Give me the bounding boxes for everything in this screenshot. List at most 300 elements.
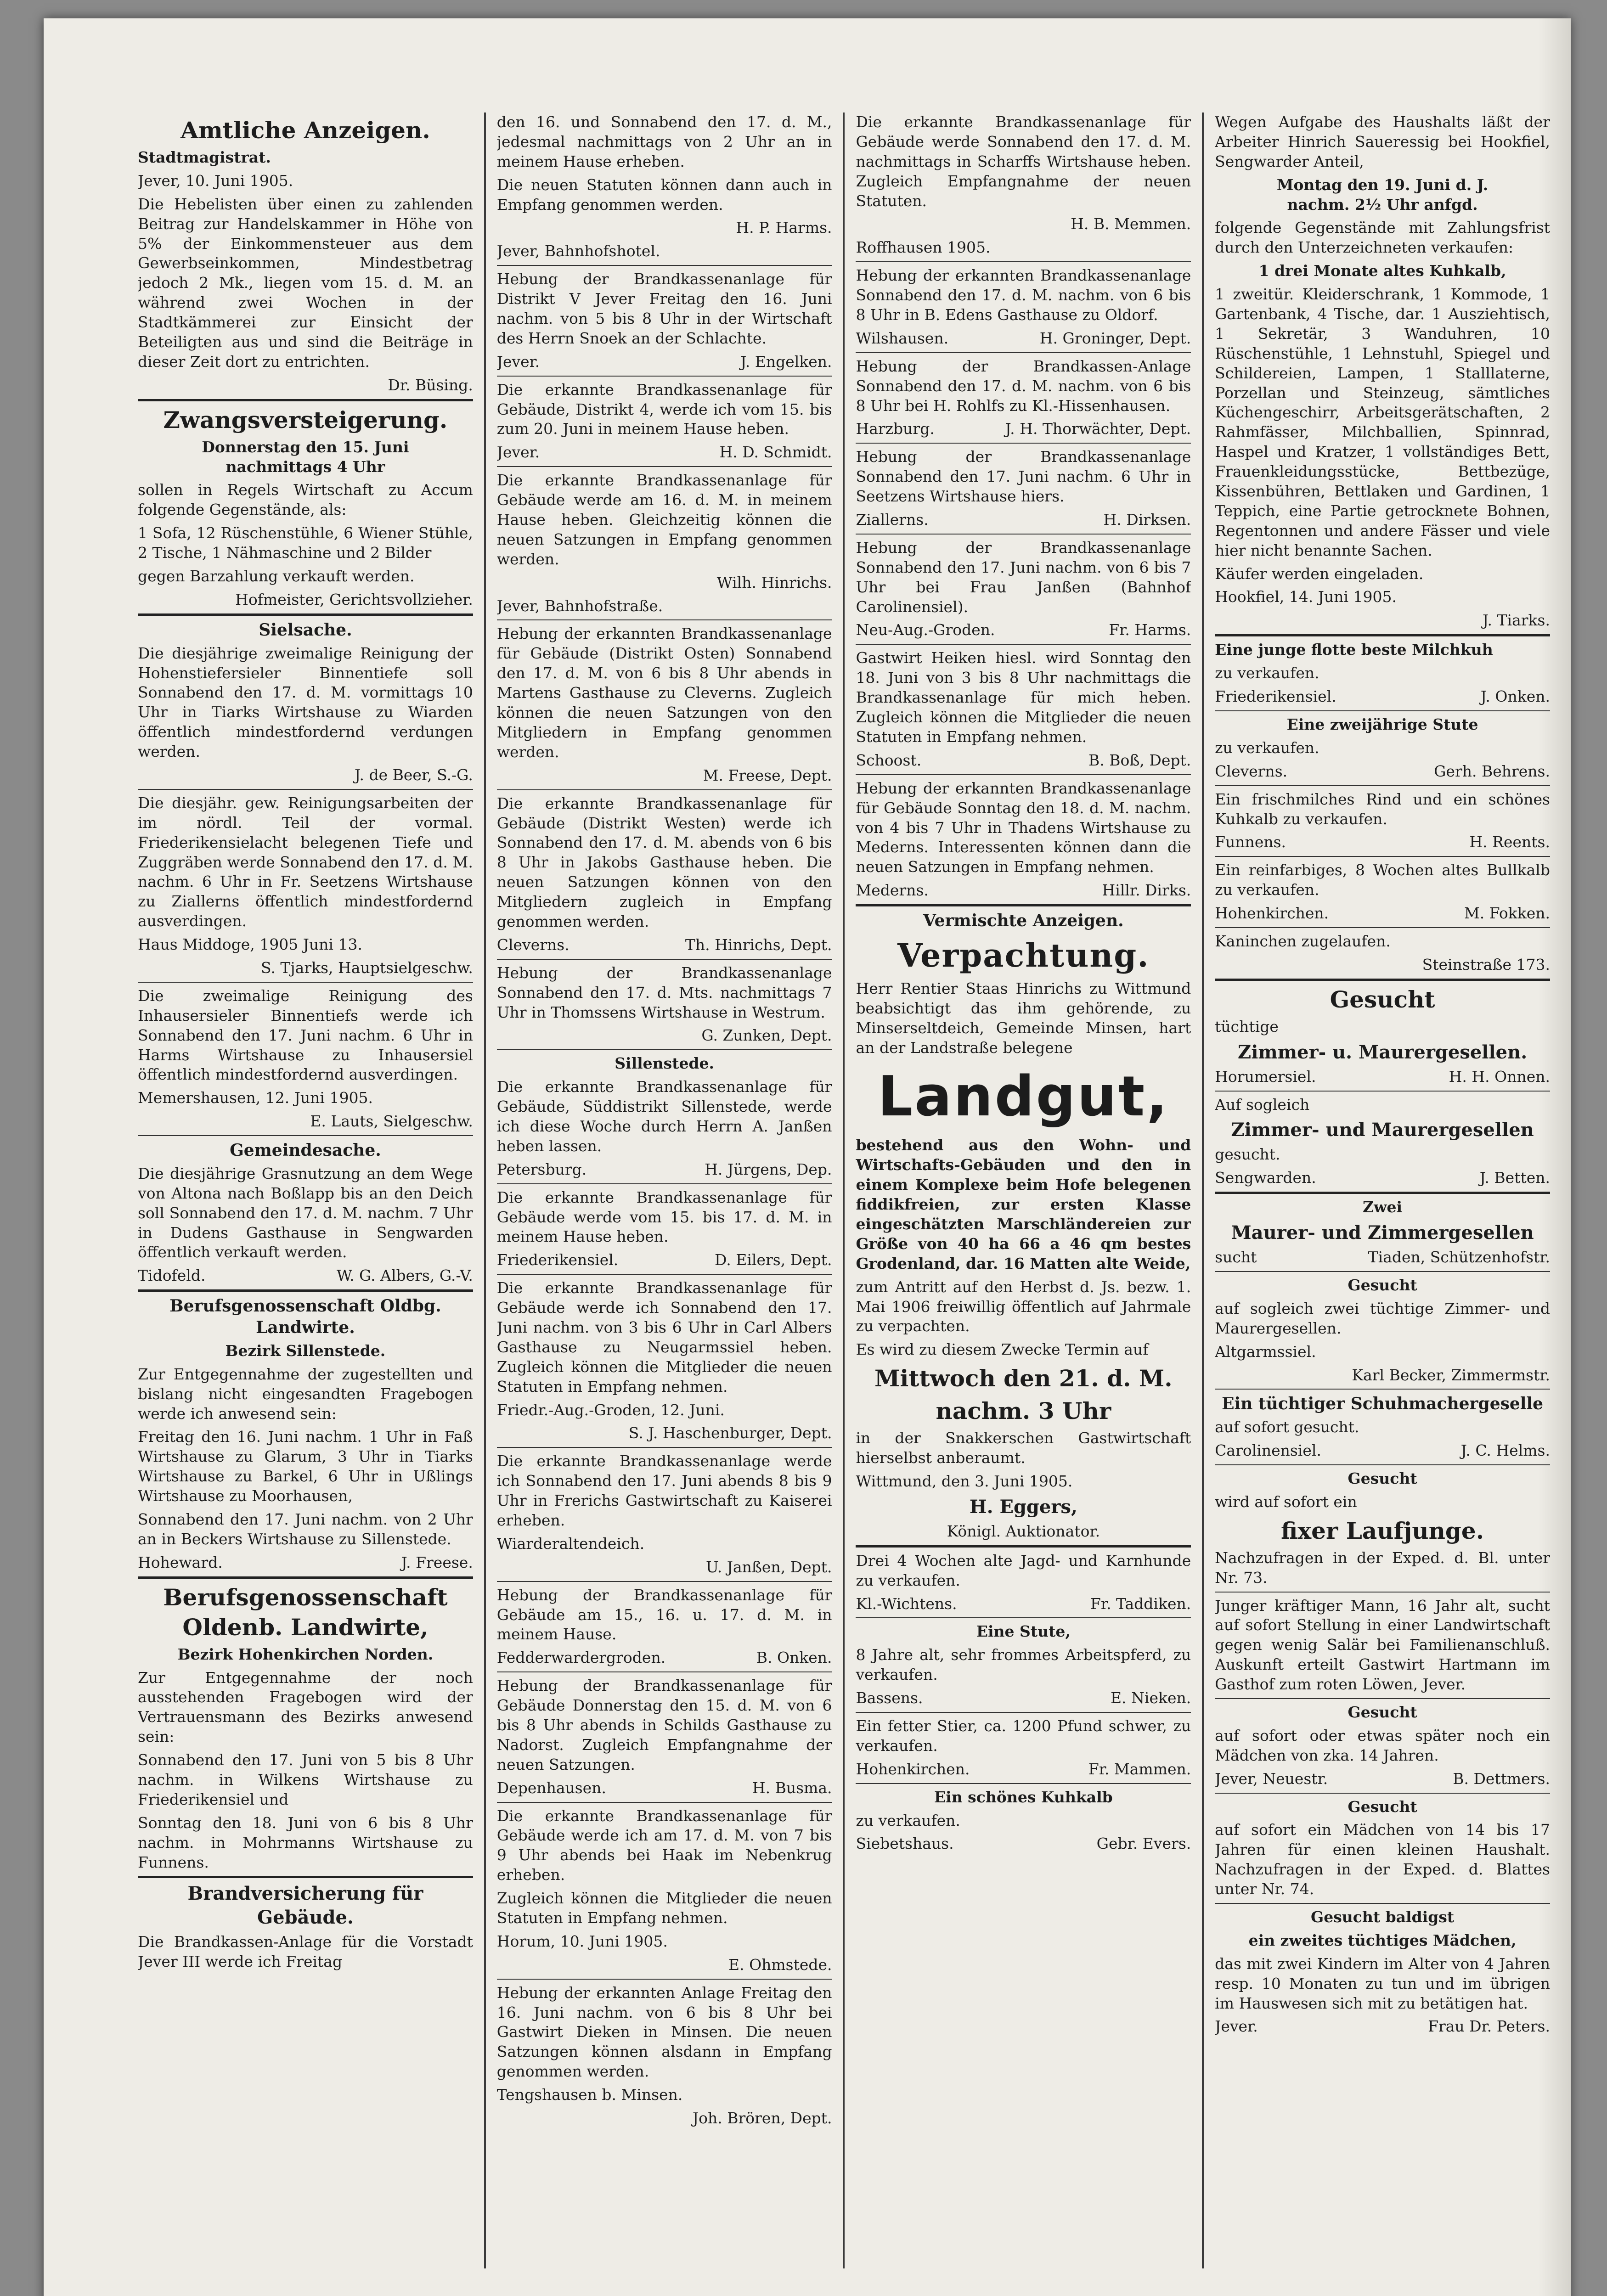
- ad-text: [1215, 1017, 1550, 1037]
- ad-text: [856, 979, 1191, 1058]
- ad-signature-row: [856, 1594, 1191, 1614]
- ad-paragraph: Zur Entgegennahme der zugestellten und bislang nicht eingesandten Fragebogen werde ich anwesend sein:: [138, 1365, 473, 1423]
- ad-paragraph: Kaninchen zugelaufen.: [1215, 932, 1391, 950]
- ad-paragraph: 1 Sofa, 12 Rüschenstühle, 6 Wiener Stühle, 2 Tische, 1 Nähmaschine und 2 Bilder: [138, 524, 473, 562]
- ad-line: Montag den 19. Juni d. J.: [1276, 175, 1489, 194]
- ad-emphasis: [1215, 1703, 1550, 1722]
- ad-paragraph: Gastwirt Heiken hiesl. wird Sonntag den 18. Juni von 3 bis 8 Uhr nachmittags die Brandkassenanlage für mich heben. Zugleich können die Mitglieder die neuen Statuten in Empfang nehmen.: [856, 649, 1191, 746]
- ad-text: [856, 266, 1191, 325]
- ad-paragraph: Jever, 10. Juni 1905.: [138, 171, 293, 190]
- ad-text: [497, 380, 832, 439]
- ad-signature: H. Jürgens, Dep.: [705, 1160, 832, 1178]
- ad-signature: J. C. Helms.: [1460, 1441, 1550, 1460]
- ad-headline: Zimmer- u. Maurergesellen.: [1238, 1041, 1528, 1063]
- ad-emphasis: [1215, 261, 1550, 281]
- ad-paragraph: zu verkaufen.: [856, 1811, 960, 1829]
- ad-paragraph: zu verkaufen.: [1215, 738, 1319, 757]
- ad-emphasis: [856, 1522, 1191, 1542]
- ad-paragraph: Die erkannte Brandkassenanlage für Gebäude werde ich Sonnabend den 17. Juni nachm. von 3 bis 6 Uhr in Carl Albers Gasthause zu Neugarmssiel heben. Zugleich können die Mitglieder die neuen Statuten in Empfang nehmen.: [496, 1279, 832, 1396]
- ad-headline: Vermischte Anzeigen.: [923, 911, 1124, 931]
- ad-signature: J. Engelken.: [740, 352, 832, 371]
- ad-signature: E. Ohmstede.: [728, 1955, 832, 1974]
- ad-headline: Gemeindesache.: [230, 1141, 381, 1160]
- ad-signature-row: [497, 1250, 832, 1270]
- ad-paragraph: Die Brandkassen-Anlage für die Vorstadt Jever III werde ich Freitag: [138, 1933, 473, 1971]
- ad-headline: fixer Laufjunge.: [1281, 1517, 1484, 1544]
- ad-line: bestehend aus den Wohn- und Wirtschafts-Gebäuden und den in einem Komplexe beim Hofe belegenen fiddikfreien, zur ersten Klasse eingeschätzten Marschländereien zur Größe von 40 ha 66 a 46 qm bestes Grodenland, dar. 16 Matten alte Weide,: [856, 1136, 1191, 1272]
- ad-place: Cleverns.: [1215, 762, 1288, 780]
- ad-signature: Hofmeister, Gerichtsvollzieher.: [235, 590, 473, 608]
- ad-line: Eine junge flotte beste Milchkuh: [1215, 641, 1493, 659]
- ad-emphasis: [1215, 715, 1550, 735]
- column-4: [1215, 113, 1550, 2268]
- ad-signature: Fr. Mammen.: [1088, 1760, 1191, 1778]
- ad-headline: Brandversicherung für Gebäude.: [187, 1883, 423, 1929]
- ad-text: [856, 1340, 1191, 1360]
- ad-paragraph: Hebung der erkannten Anlage Freitag den 16. Juni nachm. von 6 bis 8 Uhr bei Gastwirt Dieken in Minsen. Die neuen Satzungen können alsdann in Empfang genommen werden.: [496, 1983, 832, 2081]
- ad-text: [497, 1889, 832, 1928]
- ad-headline: nachm. 3 Uhr: [936, 1397, 1111, 1425]
- ad-signature-row: [497, 352, 832, 372]
- ad-paragraph: Käufer werden eingeladen.: [1215, 564, 1424, 583]
- ad-signature: Th. Hinrichs, Dept.: [685, 935, 832, 954]
- ad-place: Cleverns.: [496, 935, 569, 954]
- ad-divider: [1215, 785, 1550, 786]
- ad-divider: [497, 1671, 832, 1672]
- ad-divider: [1215, 1903, 1550, 1904]
- ad-signature: E. Nieken.: [1110, 1689, 1191, 1707]
- ad-signature-row: [1215, 904, 1550, 923]
- ad-text: [497, 1278, 832, 1396]
- ad-place: Hohenkirchen.: [1215, 904, 1329, 923]
- ad-signature: G. Zunken, Dept.: [701, 1026, 832, 1045]
- ad-paragraph: Die erkannte Brandkassenanlage für Gebäude werde am 16. d. M. in meinem Hause heben. Gleichzeitig können die neuen Satzungen in Empfang genommen werden.: [496, 471, 832, 568]
- ad-paragraph: Hebung der erkannten Brandkassenanlage für Gebäude (Distrikt Osten) Sonnabend den 17. d. M. von 6 bis 8 Uhr abends in Martens Gasthause zu Cleverns. Zugleich können die neuen Satzungen von den Mitgliedern in Empfang genommen werden.: [496, 625, 832, 761]
- ad-place: Hohenkirchen.: [856, 1760, 970, 1778]
- ad-text: [497, 1077, 832, 1156]
- column-rule: [484, 113, 486, 2268]
- ad-emphasis: [1215, 1469, 1550, 1489]
- ad-divider: [856, 261, 1191, 262]
- ad-divider: [856, 352, 1191, 353]
- ad-place: sucht: [1215, 1248, 1257, 1266]
- ad-divider: [138, 399, 473, 401]
- ad-signature: S. J. Haschenburger, Dept.: [628, 1424, 832, 1442]
- column-rule: [843, 113, 845, 2268]
- ad-divider: [1215, 1793, 1550, 1794]
- ad-emphasis: [1215, 1797, 1550, 1817]
- ad-headline: Gesucht: [1330, 985, 1435, 1013]
- ad-signature-row: [138, 1553, 473, 1573]
- ad-signature: H. P. Harms.: [736, 219, 832, 237]
- ad-signature-row: [1215, 1248, 1550, 1267]
- ad-divider: [856, 904, 1191, 906]
- ad-place: Tidofeld.: [138, 1266, 206, 1285]
- column-rule: [1202, 113, 1204, 2268]
- ad-text: [1215, 1145, 1550, 1165]
- ad-paragraph: Jever, Bahnhofstraße.: [496, 597, 663, 615]
- ad-text: [1215, 861, 1550, 900]
- ad-paragraph: Zugleich können die Mitglieder die neuen Statuten in Empfang nehmen.: [496, 1889, 832, 1927]
- ad-paragraph: gegen Barzahlung verkauft werden.: [138, 567, 415, 585]
- ad-signature-row: [856, 1688, 1191, 1708]
- ad-signature-row: [856, 419, 1191, 439]
- ad-signature-row: [497, 443, 832, 462]
- ad-text: [138, 986, 473, 1085]
- ad-emphasis: [1215, 640, 1550, 660]
- ad-signature-row: [497, 1648, 832, 1668]
- ad-paragraph: Wegen Aufgabe des Haushalts läßt der Arbeiter Hinrich Saueressig bei Hookfiel, Sengwarder Anteil,: [1215, 113, 1550, 170]
- ad-divider: [1215, 1592, 1550, 1593]
- ad-signature: H. Groninger, Dept.: [1039, 329, 1191, 347]
- ad-paragraph: Die Hebelisten über einen zu zahlenden Beitrag zur Handelskammer in Höhe von 5% der Einkommensteuer aus dem Gewerbseinkommen, Mindestbetrag jedoch 2 Mk., liegen vom 15. d. M. an während zwei Wochen in der Stadtkämmerei zur Einsicht der Beteiligten aus und sind die Beiträge in dieser Zeit dort zu entrichten.: [138, 195, 473, 371]
- ad-text: [856, 113, 1191, 211]
- ad-signature: Steinstraße 173.: [1422, 955, 1550, 974]
- ad-headline: Berufsgenossenschaft Oldbg. Landwirte.: [169, 1296, 441, 1338]
- ad-text: [497, 1401, 832, 1420]
- ad-signature-row: [1215, 762, 1550, 782]
- ad-divider: [1215, 1698, 1550, 1699]
- ad-text: [497, 1452, 832, 1531]
- newspaper-page: [138, 113, 1550, 2268]
- ad-paragraph: den 16. und Sonnabend den 17. d. M., jedesmal nachmittags von 2 Uhr an in meinem Hause erheben.: [496, 113, 832, 170]
- ad-text: [138, 1510, 473, 1549]
- ad-signature-row: [856, 1760, 1191, 1779]
- ad-signature-row: [856, 329, 1191, 349]
- ad-text: [497, 1188, 832, 1247]
- ad-text: [1215, 1954, 1550, 2014]
- ad-signature: B. Onken.: [756, 1649, 832, 1667]
- ad-paragraph: Tengshausen b. Minsen.: [496, 2086, 683, 2104]
- ad-paragraph: sollen in Regels Wirtschaft zu Accum folgende Gegenstände, als:: [138, 481, 473, 519]
- ad-paragraph: Freitag den 16. Juni nachm. 1 Uhr in Faß Wirtshause zu Glarum, 3 Uhr in Tiarks Wirtshause zu Barkel, 6 Uhr in Ußlings Wirtshause zu Moorhausen,: [138, 1428, 473, 1505]
- ad-headline: Maurer- und Zimmergesellen: [1231, 1222, 1534, 1244]
- ad-divider: [497, 265, 832, 266]
- ad-text: [856, 1429, 1191, 1468]
- ad-text: [497, 1586, 832, 1645]
- ad-text: [1215, 1418, 1550, 1437]
- ad-paragraph: Wittmund, den 3. Juni 1905.: [856, 1472, 1073, 1490]
- ad-divider: [856, 1712, 1191, 1713]
- ad-text: [856, 538, 1191, 617]
- ad-line: nachmittags 4 Uhr: [226, 457, 385, 476]
- ad-signature: B. Dettmers.: [1453, 1769, 1550, 1788]
- ad-line: Bezirk Hohenkirchen Norden.: [177, 1645, 434, 1663]
- ad-headline: Mittwoch den 21. d. M.: [874, 1365, 1173, 1392]
- ad-text: [1215, 1492, 1550, 1512]
- ad-paragraph: Hebung der Brandkassenanlage für Gebäude Donnerstag den 15. d. M. von 6 bis 8 Uhr abends in Schilds Gasthause zu Nadorst. Zugleich Empfangnahme der neuen Satzungen.: [496, 1677, 832, 1773]
- ad-signature: E. Lauts, Sielgeschw.: [310, 1112, 473, 1131]
- ad-text: [1215, 1596, 1550, 1694]
- ad-paragraph: auf sofort gesucht.: [1215, 1418, 1359, 1436]
- ad-paragraph: Junger kräftiger Mann, 16 Jahr alt, sucht auf sofort Stellung in einer Landwirtschaft gegen wenig Salär bei Familienanschluß. Auskunft erteilt Gastwirt Hartmann im Gasthof zum roten Löwen, Jever.: [1215, 1596, 1550, 1694]
- ad-divider: [497, 1447, 832, 1448]
- ad-text: [138, 567, 473, 586]
- ad-text: [856, 1472, 1191, 1491]
- ad-paragraph: Hebung der Brandkassenanlage für Gebäude am 15., 16. u. 17. d. M. in meinem Hause.: [496, 1586, 832, 1643]
- ad-signature-row: [497, 1160, 832, 1180]
- ad-signature: H. Dirksen.: [1103, 511, 1191, 529]
- ad-paragraph: folgende Gegenstände mit Zahlungsfrist durch den Unterzeichneten verkaufen:: [1215, 219, 1550, 257]
- ad-emphasis: [138, 438, 473, 477]
- ad-paragraph: Die erkannte Brandkassenanlage werde ich Sonnabend den 17. Juni abends 8 bis 9 Uhr in Frerichs Gastwirtschaft zu Kaiserei erheben.: [496, 1452, 832, 1529]
- ad-signature-row: [1215, 833, 1550, 852]
- ad-paragraph: Wiarderaltendeich.: [496, 1534, 645, 1553]
- ad-place: Jever, Neuestr.: [1215, 1769, 1328, 1788]
- ad-place: Fedderwardergroden.: [496, 1649, 666, 1667]
- ad-emphasis: [138, 148, 473, 168]
- ad-signature-row: [497, 1778, 832, 1798]
- ad-line: Gesucht baldigst: [1311, 1908, 1455, 1926]
- ad-divider: [1215, 1091, 1550, 1092]
- ad-divider: [1215, 1271, 1550, 1272]
- ad-signature-row: [856, 881, 1191, 900]
- ad-signature: S. Tjarks, Hauptsielgeschw.: [261, 958, 473, 977]
- ad-text: [1215, 285, 1550, 560]
- ad-divider: [497, 1802, 832, 1803]
- ad-paragraph: Hebung der Brandkassenanlage für Distrikt V Jever Freitag den 16. Juni nachm. von 5 bis 8 Uhr in der Wirtschaft des Herrn Snoek an der Schlachte.: [496, 270, 832, 347]
- ad-headline: Landgut,: [877, 1065, 1169, 1129]
- ad-divider: [138, 1289, 473, 1292]
- ad-paragraph: wird auf sofort ein: [1215, 1492, 1357, 1511]
- ad-signature: W. G. Albers, G.-V.: [336, 1266, 473, 1285]
- ad-paragraph: Die erkannte Brandkassenanlage für Gebäude, Süddistrikt Sillenstede, werde ich diese Woche durch Herrn A. Janßen heben lassen.: [496, 1078, 832, 1155]
- ad-signature-row: [1215, 1067, 1550, 1087]
- ad-text: [497, 113, 832, 172]
- ad-paragraph: auf sofort ein Mädchen von 14 bis 17 Jahren für einen kleinen Haushalt. Nachzufragen in der Exped. d. Blattes unter Nr. 74.: [1215, 1821, 1550, 1898]
- ad-paragraph: Hebung der Brandkassenanlage Sonnabend den 17. Juni nachm. 6 Uhr in Seetzens Wirtshause hiers.: [856, 448, 1191, 506]
- ad-text: [856, 648, 1191, 747]
- ad-signature: Hillr. Dirks.: [1102, 881, 1191, 900]
- ad-signature: Frau Dr. Peters.: [1428, 2017, 1550, 2036]
- ad-divider: [1215, 710, 1550, 711]
- ad-text: [497, 270, 832, 349]
- ad-paragraph: Die erkannte Brandkassenanlage für Gebäude werde Sonnabend den 17. d. M. nachmittags in Scharffs Wirtshause heben. Zugleich Empfangnahme der neuen Statuten.: [856, 113, 1191, 210]
- ad-divider: [497, 1049, 832, 1050]
- ad-divider: [138, 613, 473, 616]
- ad-signature: Fr. Harms.: [1109, 621, 1191, 639]
- ad-paragraph: Die diesjähr. gew. Reinigungsarbeiten der im nördl. Teil der vormal. Friederikensielacht belegenen Tiefe und Zuggräben werde Sonnabend den 17. d. M. nachm. 6 Uhr in Fr. Seetzens Wirtshause zu Ziallerns öffentlich mindestfordernd ausverdingen.: [138, 793, 473, 930]
- ad-paragraph: Ein frischmilches Rind und ein schönes Kuhkalb zu verkaufen.: [1215, 790, 1550, 828]
- ad-line: Gesucht: [1348, 1469, 1417, 1487]
- ad-divider: [1215, 856, 1550, 857]
- ad-place: Ziallerns.: [856, 511, 929, 529]
- ad-signature: Dr. Büsing.: [388, 376, 473, 394]
- ad-signature: J. Tiarks.: [1482, 611, 1550, 630]
- ad-text: [497, 1806, 832, 1885]
- ad-paragraph: 8 Jahre alt, sehr frommes Arbeitspferd, zu verkaufen.: [856, 1646, 1191, 1684]
- ad-paragraph: Horum, 10. Juni 1905.: [496, 1932, 668, 1950]
- ad-paragraph: Friedr.-Aug.-Groden, 12. Juni.: [496, 1401, 725, 1419]
- ad-signature: H. Reents.: [1469, 833, 1550, 851]
- ad-signature-row: [1215, 1441, 1550, 1461]
- ad-place: Schoost.: [856, 751, 922, 769]
- ad-line: Sillenstede.: [615, 1054, 715, 1073]
- column-3: [856, 113, 1191, 2268]
- ad-signature: J. de Beer, S.-G.: [354, 765, 473, 784]
- ad-divider: [1215, 927, 1550, 928]
- column-1: [138, 113, 473, 2268]
- ad-paragraph: Die diesjährige Grasnutzung an dem Wege von Altona nach Boßlapp bis an den Deich soll Sonnabend den 17. d. M. nachm. 7 Uhr in Dudens Gasthause in Sengwarden öffentlich verkauft werden.: [138, 1164, 473, 1261]
- ad-paragraph: Hookfiel, 14. Juni 1905.: [1215, 588, 1397, 606]
- ad-place: Friederikensiel.: [1215, 687, 1336, 706]
- ad-signature: J. H. Thorwächter, Dept.: [1005, 420, 1191, 438]
- ad-divider: [497, 1274, 832, 1275]
- ad-paragraph: Ein reinfarbiges, 8 Wochen altes Bullkalb zu verkaufen.: [1215, 861, 1550, 899]
- ad-signature: M. Freese, Dept.: [703, 766, 832, 784]
- ad-paragraph: Hebung der erkannten Brandkassenanlage Sonnabend den 17. d. M. nachm. von 6 bis 8 Uhr in B. Edens Gasthause zu Oldorf.: [856, 266, 1191, 324]
- ad-text: [138, 480, 473, 520]
- ad-signature-row: [138, 1266, 473, 1286]
- ad-text: [497, 1932, 832, 1952]
- ad-signature: Wilh. Hinrichs.: [716, 573, 832, 591]
- ad-divider: [856, 1617, 1191, 1618]
- ad-headline: Zimmer- und Maurergesellen: [1231, 1119, 1534, 1141]
- ad-signature-row: [1215, 1769, 1550, 1789]
- ad-signature: D. Eilers, Dept.: [715, 1251, 832, 1269]
- ad-place: Friederikensiel.: [496, 1251, 619, 1269]
- ad-headline: Sielsache.: [259, 620, 352, 640]
- ad-paragraph: auf sofort oder etwas später noch ein Mädchen von zka. 14 Jahren.: [1215, 1726, 1550, 1764]
- ad-place: Sengwarden.: [1215, 1169, 1316, 1187]
- ad-divider: [1215, 634, 1550, 636]
- ad-signature: H. Busma.: [752, 1778, 832, 1797]
- ad-text: [138, 644, 473, 762]
- ad-emphasis: [138, 1341, 473, 1361]
- ad-divider: [856, 644, 1191, 645]
- ad-divider: [856, 443, 1191, 444]
- ad-paragraph: Die erkannte Brandkassenanlage für Gebäude (Distrikt Westen) werde ich Sonnabend den 17. d. M. abends von 6 bis 8 Uhr in Jakobs Gasthause heben. Die neuen Satzungen können von den Mitgliedern zugleich in Empfang genommen werden.: [496, 794, 832, 930]
- ad-paragraph: Jever, Bahnhofshotel.: [496, 242, 660, 260]
- ad-text: [856, 447, 1191, 506]
- ad-signature: J. Betten.: [1479, 1169, 1550, 1187]
- ad-text: [856, 238, 1191, 258]
- ad-line: Donnerstag den 15. Juni: [202, 438, 409, 456]
- ad-signature-row: [856, 1834, 1191, 1854]
- ad-signature-row: [497, 935, 832, 955]
- ad-line: Bezirk Sillenstede.: [225, 1341, 386, 1360]
- ad-signature: B. Boß, Dept.: [1088, 751, 1191, 769]
- ad-paragraph: Hebung der Brandkassen-Anlage Sonnabend den 17. d. M. nachm. von 6 bis 8 Uhr bei H. Rohlfs zu Kl.-Hissenhausen.: [856, 357, 1191, 415]
- ad-headline: Amtliche Anzeigen.: [180, 117, 430, 144]
- ad-text: [1215, 738, 1550, 758]
- ad-text: [138, 1932, 473, 1972]
- ad-place: Jever.: [496, 443, 540, 461]
- ad-divider: [138, 1876, 473, 1878]
- ad-paragraph: Sonntag den 18. Juni von 6 bis 8 Uhr nachm. in Mohrmanns Wirtshause zu Funnens.: [138, 1813, 473, 1871]
- ad-text: [1215, 564, 1550, 584]
- ad-headline: Verpachtung.: [897, 936, 1150, 974]
- ad-text: [138, 171, 473, 191]
- ad-emphasis: [856, 1136, 1191, 1273]
- ad-paragraph: Die erkannte Brandkassenanlage für Gebäude werde ich am 17. d. M. von 7 bis 9 Uhr abends bei Haak im Nebenkrug erheben.: [496, 1806, 832, 1884]
- ad-paragraph: Roffhausen 1905.: [856, 238, 991, 257]
- ad-place: Mederns.: [856, 881, 929, 900]
- ad-text: [1215, 790, 1550, 829]
- ad-text: [138, 935, 473, 955]
- ad-line: Stadtmagistrat.: [138, 148, 271, 166]
- ad-text: [856, 1811, 1191, 1831]
- ad-divider: [497, 1581, 832, 1582]
- ad-text: [138, 1813, 473, 1873]
- ad-paragraph: auf sogleich zwei tüchtige Zimmer- und Maurergesellen.: [1215, 1299, 1550, 1337]
- ad-divider: [856, 1545, 1191, 1548]
- ad-place: Hoheward.: [138, 1553, 223, 1571]
- ad-paragraph: in der Snakkerschen Gastwirtschaft hierselbst anberaumt.: [856, 1429, 1191, 1467]
- ad-text: [497, 624, 832, 762]
- ad-paragraph: Hebung der erkannten Brandkassenanlage für Gebäude Sonntag den 18. d. M. nachm. von 4 bis 7 Uhr in Thadens Wirtshause zu Mederns. Interessenten können dann die neuen Satzungen in Empfang nehmen.: [856, 779, 1191, 876]
- ad-text: [1215, 1548, 1550, 1588]
- ad-text: [1215, 1342, 1550, 1362]
- ad-text: [1215, 1820, 1550, 1899]
- ad-text: [138, 793, 473, 931]
- ad-text: [1215, 218, 1550, 258]
- ad-divider: [138, 982, 473, 983]
- ad-emphasis: [856, 1788, 1191, 1807]
- ad-signature: Karl Becker, Zimmermstr.: [1352, 1366, 1550, 1384]
- ad-signature: J. Freese.: [401, 1553, 473, 1571]
- ad-emphasis: [497, 1054, 832, 1074]
- ad-text: [138, 195, 473, 372]
- ad-text: [497, 242, 832, 261]
- ad-paragraph: tüchtige: [1215, 1017, 1279, 1035]
- ad-line: 1 drei Monate altes Kuhkalb,: [1258, 262, 1506, 280]
- ad-text: [1215, 1095, 1550, 1115]
- ad-place: Bassens.: [856, 1689, 923, 1707]
- ad-emphasis: [1215, 1276, 1550, 1295]
- ad-place: Neu-Aug.-Groden.: [856, 621, 995, 639]
- ad-emphasis: [1215, 175, 1550, 215]
- ad-place: Funnens.: [1215, 833, 1286, 851]
- ad-place: Harzburg.: [856, 420, 935, 438]
- ad-text: [138, 1427, 473, 1506]
- ad-signature-row: [1215, 687, 1550, 707]
- ad-emphasis: [1215, 1908, 1550, 1927]
- ad-text: [1215, 113, 1550, 172]
- ad-place: Jever.: [496, 352, 540, 371]
- ad-paragraph: Herr Rentier Staas Hinrichs zu Wittmund beabsichtigt das ihm gehörende, zu Minserseltdeich, Gemeinde Minsen, hart an der Landstraße belegene: [856, 979, 1191, 1057]
- ad-text: [497, 1534, 832, 1554]
- ad-text: [138, 1365, 473, 1424]
- ad-paragraph: Hebung der Brandkassenanlage Sonnabend den 17. d. Mts. nachmittags 7 Uhr in Thomssens Wirtshause in Westrum.: [496, 963, 832, 1021]
- ad-text: [497, 471, 832, 569]
- ad-text: [1215, 664, 1550, 683]
- ad-divider: [856, 774, 1191, 775]
- ad-headline: Ein tüchtiger Schuhmachergeselle: [1222, 1394, 1544, 1414]
- ad-line: Königl. Auktionator.: [947, 1522, 1100, 1540]
- ad-place: Kl.-Wichtens.: [856, 1594, 957, 1613]
- ad-paragraph: zum Antritt auf den Herbst d. Js. bezw. 1. Mai 1906 freiwillig öffentlich auf Jahrmale zu verpachten.: [856, 1277, 1191, 1335]
- ad-paragraph: Die erkannte Brandkassenanlage für Gebäude werde vom 15. bis 17. d. M. in meinem Hause heben.: [496, 1188, 832, 1246]
- ad-paragraph: zu verkaufen.: [1215, 664, 1319, 682]
- ad-headline: Berufsgenossenschaft Oldenb. Landwirte,: [163, 1583, 448, 1641]
- ad-headline: Zwangsversteigerung.: [163, 406, 448, 433]
- ad-divider: [497, 466, 832, 467]
- ad-emphasis: [856, 1622, 1191, 1642]
- ad-paragraph: das mit zwei Kindern im Alter von 4 Jahren resp. 10 Monaten zu tun und im übrigen im Hauswesen sich mit zu betätigen hat.: [1215, 1954, 1550, 2012]
- ad-place: Depenhausen.: [496, 1778, 607, 1797]
- ad-text: [497, 794, 832, 932]
- ad-paragraph: Die diesjährige zweimalige Reinigung der Hohenstiefersieler Binnentiefe soll Sonnabend den 17. d. M. vormittags 10 Uhr in Tiarks Wirtshause zu Wiarden öffentlich mindestfordernd verdungen werden.: [138, 644, 473, 761]
- ad-text: [497, 597, 832, 616]
- ad-paragraph: Zur Entgegennahme der noch ausstehenden Fragebogen wird der Vertrauensmann des Bezirks anwesend sein:: [138, 1668, 473, 1746]
- ad-place: Wilshausen.: [856, 329, 949, 347]
- ad-paragraph: Die neuen Statuten können dann auch in Empfang genommen werden.: [496, 175, 832, 214]
- ad-line: Ein schönes Kuhkalb: [934, 1788, 1113, 1806]
- ad-signature: Gerh. Behrens.: [1434, 762, 1550, 780]
- ad-emphasis: [138, 1645, 473, 1665]
- ad-line: Eine zweijährige Stute: [1286, 715, 1478, 733]
